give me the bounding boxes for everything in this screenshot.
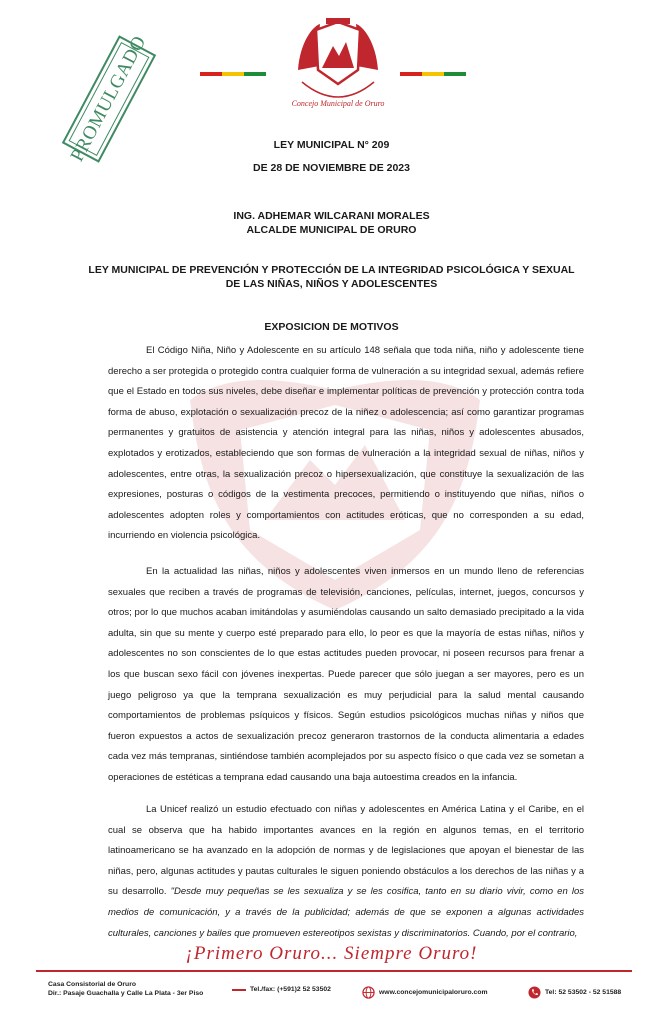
paragraph-3 (108, 800, 584, 944)
law-title (0, 263, 663, 291)
stamp-text: PROMULGADO (66, 32, 151, 166)
mayor-name: ING. ADHEMAR WILCARANI MORALES (233, 210, 430, 222)
law-number: LEY MUNICIPAL N° 209 (273, 139, 390, 151)
address-line-1: Casa Consistorial de Oruro (48, 981, 137, 988)
footer-phone (528, 986, 621, 999)
dash-icon (232, 989, 246, 991)
logo-caption: Concejo Municipal de Oruro (291, 99, 385, 108)
paragraph-2-text: En la actualidad las niñas, niños y adolescentes viven inmersos en un mundo lleno de referencias sexuales que reciben a través de programas de televisión, canciones, películas, internet, juegos, concursos y otros; por lo que muchos acaban imitándolas y asumiéndolas causando un salto demasiado precipitado a la vida adulta, sin que su mente y cuerpo esté preparado para ello, lo peor es que la mayoría de estas niñas, niños y adolescentes no son conscientes de lo que estas actitudes pueden provocar, ni poseen recursos para frenar a los que buscan sexo fácil con jóvenes inexpertas. Puede parecer que sólo juegan a ser mayores, pero es un juego peligroso ya que la temprana sexualización es muy perjudicial para la salud mental causando comportamientos de problemas psíquicos y físicos. Según estudios psicológicos muchas niñas y niños que fueron expuestos a actos de sexualización precoz generaron trastornos de la conducta alimentaria a edades cada vez más tempranas, sintiéndose también acomplejados por su aspecto físico o que cada vez se sometan a operaciones de estéticas a temprana edad causando una baja autoestima creados en la infancia. (108, 566, 584, 783)
globe-icon (362, 986, 375, 999)
phone-icon (528, 986, 541, 999)
paragraph-3-text: La Unicef realizó un estudio efectuado con niñas y adolescentes en América Latina y el Caribe, en el cual se observa que ha habido importantes avances en la región en algunos temas, en el territorio latinoamericano se ha avanzado en la adopción de normas y de legislaciones que apoyan el bienestar de las niñas, pero, algunas actitudes y pautas culturales le siguen poniendo obstáculos a los derechos de las niñas y a su desarrollo. (108, 804, 584, 898)
footer-website[interactable] (362, 986, 488, 999)
website-link[interactable]: www.concejomunicipaloruro.com (379, 989, 488, 996)
paragraph-1 (108, 341, 584, 547)
law-title-line-2: DE LAS NIÑAS, NIÑOS Y ADOLESCENTES (225, 278, 438, 290)
paragraph-3-quote: "Desde muy pequeñas se les sexualiza y se les cosifica, tanto en su diario vivir, como en los medios de comunicación, y a través de la publicidad; además de que se exponen a algunas actividades culturales, canciones y bailes que promueven estereotipos sexistas y discriminatorios. Cuando, por el contrario, (108, 886, 584, 939)
footer-address (48, 980, 203, 998)
phone-fax-text: Tel./fax: (+591)2 52 53502 (250, 986, 331, 993)
flag-stripe-right (400, 63, 466, 67)
paragraph-2 (108, 562, 584, 789)
footer-phone-fax (232, 986, 331, 993)
law-date: DE 28 DE NOVIEMBRE DE 2023 (253, 162, 410, 174)
footer-divider (36, 970, 632, 972)
phone-text: Tel: 52 53502 - 52 51588 (545, 989, 622, 996)
address-line-2: Dir.: Pasaje Guachalla y Calle La Plata - 3er Piso (48, 990, 204, 997)
flag-stripe-left (200, 63, 266, 67)
paragraph-1-text: El Código Niña, Niño y Adolescente en su artículo 148 señala que toda niña, niño y adolescente tiene derecho a ser protegida o protegido contra cualquier forma de vulneración a su integridad sexual, además refiere que el Estado en todos sus niveles, debe diseñar e implementar políticas de prevención y protección contra toda forma de abuso, explotación o sexualización precoz de la niñez o adolescencia; así como garantizar programas permanentes y gratuitos de asistencia y atención integral para las niñas, niños y adolescentes abusados, explotados y erotizados, estableciendo que son formas de vulneración a la integridad sexual de niñas, niños y adolescentes, entre otras, la sexualización precoz o hipersexualización, que constituye la sexualización de las expresiones, posturas o códigos de la vestimenta precoces, permitiendo o instituyendo que niñas, niños o adolescentes adopten roles y comportamientos con actitudes eróticas, que no corresponden a su edad, incurriendo en violencia psicológica. (108, 345, 584, 542)
mayor-title: ALCALDE MUNICIPAL DE ORURO (246, 224, 417, 236)
section-title: EXPOSICION DE MOTIVOS (264, 321, 399, 333)
concejo-municipal-logo (288, 12, 388, 120)
motto: ¡Primero Oruro... Siempre Oruro! (185, 943, 478, 964)
law-title-line-1: LEY MUNICIPAL DE PREVENCIÓN Y PROTECCIÓN DE LA INTEGRIDAD PSICOLÓGICA Y SEXUAL (88, 264, 575, 276)
